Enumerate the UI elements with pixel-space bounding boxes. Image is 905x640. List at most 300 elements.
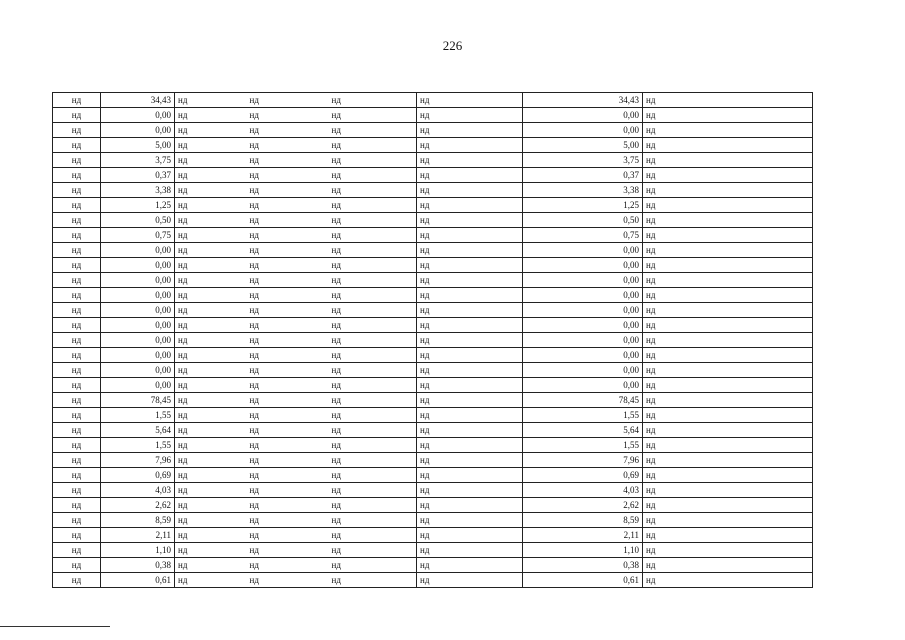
status-cell: нд bbox=[53, 318, 101, 333]
status-cell: нд bbox=[329, 273, 417, 288]
value-cell: 0,00 bbox=[101, 288, 175, 303]
status-cell: нд bbox=[643, 378, 813, 393]
value-total-cell: 2,62 bbox=[523, 498, 643, 513]
status-cell: нд bbox=[53, 363, 101, 378]
status-cell: нд bbox=[53, 513, 101, 528]
status-cell: нд bbox=[175, 288, 247, 303]
status-cell: нд bbox=[417, 558, 523, 573]
value-cell: 0,00 bbox=[101, 273, 175, 288]
status-cell: нд bbox=[175, 303, 247, 318]
status-cell: нд bbox=[247, 573, 329, 588]
status-cell: нд bbox=[329, 153, 417, 168]
status-cell: нд bbox=[329, 138, 417, 153]
value-total-cell: 3,75 bbox=[523, 153, 643, 168]
status-cell: нд bbox=[53, 138, 101, 153]
status-cell: нд bbox=[175, 348, 247, 363]
status-cell: нд bbox=[247, 513, 329, 528]
status-cell: нд bbox=[175, 423, 247, 438]
status-cell: нд bbox=[417, 123, 523, 138]
value-total-cell: 4,03 bbox=[523, 483, 643, 498]
status-cell: нд bbox=[643, 108, 813, 123]
status-cell: нд bbox=[247, 258, 329, 273]
value-total-cell: 0,00 bbox=[523, 258, 643, 273]
value-cell: 34,43 bbox=[101, 93, 175, 108]
value-cell: 4,03 bbox=[101, 483, 175, 498]
table-body bbox=[53, 93, 813, 588]
status-cell: нд bbox=[175, 543, 247, 558]
value-total-cell: 0,75 bbox=[523, 228, 643, 243]
status-cell: нд bbox=[329, 303, 417, 318]
value-total-cell: 34,43 bbox=[523, 93, 643, 108]
value-cell: 1,10 bbox=[101, 543, 175, 558]
value-cell: 0,00 bbox=[101, 378, 175, 393]
status-cell: нд bbox=[53, 543, 101, 558]
status-cell: нд bbox=[175, 138, 247, 153]
status-cell: нд bbox=[643, 453, 813, 468]
table-row bbox=[53, 498, 813, 513]
status-cell: нд bbox=[247, 348, 329, 363]
value-cell: 0,00 bbox=[101, 363, 175, 378]
status-cell: нд bbox=[329, 258, 417, 273]
status-cell: нд bbox=[417, 423, 523, 438]
status-cell: нд bbox=[329, 513, 417, 528]
status-cell: нд bbox=[247, 93, 329, 108]
table-row bbox=[53, 468, 813, 483]
status-cell: нд bbox=[643, 318, 813, 333]
status-cell: нд bbox=[643, 138, 813, 153]
status-cell: нд bbox=[247, 168, 329, 183]
status-cell: нд bbox=[643, 543, 813, 558]
status-cell: нд bbox=[417, 528, 523, 543]
status-cell: нд bbox=[417, 438, 523, 453]
table-row bbox=[53, 453, 813, 468]
status-cell: нд bbox=[175, 198, 247, 213]
status-cell: нд bbox=[417, 408, 523, 423]
status-cell: нд bbox=[417, 303, 523, 318]
status-cell: нд bbox=[329, 498, 417, 513]
status-cell: нд bbox=[643, 243, 813, 258]
status-cell: нд bbox=[417, 198, 523, 213]
status-cell: нд bbox=[329, 228, 417, 243]
value-total-cell: 0,00 bbox=[523, 333, 643, 348]
table-row bbox=[53, 108, 813, 123]
value-total-cell: 1,10 bbox=[523, 543, 643, 558]
status-cell: нд bbox=[417, 543, 523, 558]
status-cell: нд bbox=[247, 138, 329, 153]
status-cell: нд bbox=[53, 93, 101, 108]
value-cell: 1,55 bbox=[101, 438, 175, 453]
status-cell: нд bbox=[247, 228, 329, 243]
status-cell: нд bbox=[643, 483, 813, 498]
status-cell: нд bbox=[175, 333, 247, 348]
value-total-cell: 0,00 bbox=[523, 273, 643, 288]
value-cell: 0,00 bbox=[101, 123, 175, 138]
status-cell: нд bbox=[175, 453, 247, 468]
status-cell: нд bbox=[247, 483, 329, 498]
status-cell: нд bbox=[643, 528, 813, 543]
status-cell: нд bbox=[329, 213, 417, 228]
status-cell: нд bbox=[329, 243, 417, 258]
table-row bbox=[53, 378, 813, 393]
table-row bbox=[53, 213, 813, 228]
value-total-cell: 0,50 bbox=[523, 213, 643, 228]
status-cell: нд bbox=[53, 408, 101, 423]
status-cell: нд bbox=[643, 213, 813, 228]
table-row bbox=[53, 543, 813, 558]
status-cell: нд bbox=[53, 333, 101, 348]
status-cell: нд bbox=[53, 528, 101, 543]
status-cell: нд bbox=[175, 93, 247, 108]
value-total-cell: 0,00 bbox=[523, 123, 643, 138]
table-row bbox=[53, 573, 813, 588]
table-row bbox=[53, 348, 813, 363]
value-cell: 5,64 bbox=[101, 423, 175, 438]
status-cell: нд bbox=[53, 573, 101, 588]
status-cell: нд bbox=[417, 273, 523, 288]
status-cell: нд bbox=[247, 183, 329, 198]
status-cell: нд bbox=[175, 123, 247, 138]
status-cell: нд bbox=[53, 228, 101, 243]
status-cell: нд bbox=[247, 153, 329, 168]
status-cell: нд bbox=[53, 183, 101, 198]
status-cell: нд bbox=[53, 303, 101, 318]
status-cell: нд bbox=[247, 198, 329, 213]
status-cell: нд bbox=[247, 378, 329, 393]
table-row bbox=[53, 558, 813, 573]
value-cell: 3,75 bbox=[101, 153, 175, 168]
status-cell: нд bbox=[329, 348, 417, 363]
status-cell: нд bbox=[417, 213, 523, 228]
status-cell: нд bbox=[417, 453, 523, 468]
value-cell: 0,00 bbox=[101, 258, 175, 273]
status-cell: нд bbox=[175, 498, 247, 513]
status-cell: нд bbox=[417, 393, 523, 408]
status-cell: нд bbox=[53, 258, 101, 273]
status-cell: нд bbox=[329, 288, 417, 303]
table-row bbox=[53, 303, 813, 318]
status-cell: нд bbox=[175, 153, 247, 168]
table-row bbox=[53, 528, 813, 543]
status-cell: нд bbox=[53, 558, 101, 573]
status-cell: нд bbox=[53, 153, 101, 168]
status-cell: нд bbox=[417, 138, 523, 153]
status-cell: нд bbox=[417, 468, 523, 483]
status-cell: нд bbox=[329, 408, 417, 423]
value-cell: 0,00 bbox=[101, 303, 175, 318]
status-cell: нд bbox=[247, 303, 329, 318]
status-cell: нд bbox=[53, 393, 101, 408]
status-cell: нд bbox=[247, 453, 329, 468]
status-cell: нд bbox=[643, 258, 813, 273]
value-cell: 0,37 bbox=[101, 168, 175, 183]
status-cell: нд bbox=[53, 468, 101, 483]
value-total-cell: 0,69 bbox=[523, 468, 643, 483]
status-cell: нд bbox=[53, 453, 101, 468]
status-cell: нд bbox=[643, 393, 813, 408]
status-cell: нд bbox=[417, 333, 523, 348]
status-cell: нд bbox=[53, 438, 101, 453]
status-cell: нд bbox=[329, 453, 417, 468]
status-cell: нд bbox=[643, 303, 813, 318]
status-cell: нд bbox=[417, 378, 523, 393]
status-cell: нд bbox=[329, 93, 417, 108]
value-total-cell: 0,00 bbox=[523, 288, 643, 303]
status-cell: нд bbox=[53, 213, 101, 228]
table-row bbox=[53, 423, 813, 438]
status-cell: нд bbox=[247, 408, 329, 423]
status-cell: нд bbox=[175, 438, 247, 453]
status-cell: нд bbox=[643, 573, 813, 588]
status-cell: нд bbox=[643, 333, 813, 348]
status-cell: нд bbox=[643, 513, 813, 528]
status-cell: нд bbox=[247, 318, 329, 333]
value-total-cell: 1,25 bbox=[523, 198, 643, 213]
status-cell: нд bbox=[53, 108, 101, 123]
status-cell: нд bbox=[53, 423, 101, 438]
table-row bbox=[53, 258, 813, 273]
table-row bbox=[53, 138, 813, 153]
table-row bbox=[53, 168, 813, 183]
status-cell: нд bbox=[175, 513, 247, 528]
status-cell: нд bbox=[247, 438, 329, 453]
status-cell: нд bbox=[643, 228, 813, 243]
value-cell: 78,45 bbox=[101, 393, 175, 408]
status-cell: нд bbox=[417, 498, 523, 513]
value-total-cell: 1,55 bbox=[523, 438, 643, 453]
status-cell: нд bbox=[417, 228, 523, 243]
status-cell: нд bbox=[329, 333, 417, 348]
table-row bbox=[53, 363, 813, 378]
value-total-cell: 8,59 bbox=[523, 513, 643, 528]
status-cell: нд bbox=[175, 558, 247, 573]
table-row bbox=[53, 438, 813, 453]
table-row bbox=[53, 333, 813, 348]
status-cell: нд bbox=[175, 363, 247, 378]
status-cell: нд bbox=[175, 258, 247, 273]
value-total-cell: 0,61 bbox=[523, 573, 643, 588]
value-total-cell: 0,00 bbox=[523, 108, 643, 123]
status-cell: нд bbox=[643, 93, 813, 108]
value-total-cell: 1,55 bbox=[523, 408, 643, 423]
status-cell: нд bbox=[53, 378, 101, 393]
value-total-cell: 78,45 bbox=[523, 393, 643, 408]
status-cell: нд bbox=[247, 243, 329, 258]
value-cell: 0,00 bbox=[101, 318, 175, 333]
value-total-cell: 5,64 bbox=[523, 423, 643, 438]
status-cell: нд bbox=[175, 213, 247, 228]
value-total-cell: 5,00 bbox=[523, 138, 643, 153]
status-cell: нд bbox=[175, 108, 247, 123]
status-cell: нд bbox=[247, 288, 329, 303]
status-cell: нд bbox=[175, 408, 247, 423]
status-cell: нд bbox=[329, 543, 417, 558]
value-total-cell: 0,00 bbox=[523, 243, 643, 258]
value-cell: 7,96 bbox=[101, 453, 175, 468]
status-cell: нд bbox=[175, 528, 247, 543]
status-cell: нд bbox=[417, 348, 523, 363]
value-cell: 0,38 bbox=[101, 558, 175, 573]
status-cell: нд bbox=[417, 363, 523, 378]
value-cell: 0,69 bbox=[101, 468, 175, 483]
status-cell: нд bbox=[329, 108, 417, 123]
status-cell: нд bbox=[417, 168, 523, 183]
status-cell: нд bbox=[643, 468, 813, 483]
status-cell: нд bbox=[175, 318, 247, 333]
status-cell: нд bbox=[53, 123, 101, 138]
status-cell: нд bbox=[329, 438, 417, 453]
status-cell: нд bbox=[417, 93, 523, 108]
value-cell: 0,75 bbox=[101, 228, 175, 243]
status-cell: нд bbox=[247, 393, 329, 408]
status-cell: нд bbox=[175, 393, 247, 408]
status-cell: нд bbox=[417, 288, 523, 303]
status-cell: нд bbox=[247, 213, 329, 228]
table-row bbox=[53, 183, 813, 198]
status-cell: нд bbox=[329, 318, 417, 333]
status-cell: нд bbox=[247, 528, 329, 543]
status-cell: нд bbox=[643, 558, 813, 573]
status-cell: нд bbox=[175, 573, 247, 588]
value-total-cell: 0,00 bbox=[523, 348, 643, 363]
status-cell: нд bbox=[247, 468, 329, 483]
table-row bbox=[53, 513, 813, 528]
value-total-cell: 0,37 bbox=[523, 168, 643, 183]
table-row bbox=[53, 273, 813, 288]
status-cell: нд bbox=[643, 363, 813, 378]
status-cell: нд bbox=[643, 423, 813, 438]
value-cell: 3,38 bbox=[101, 183, 175, 198]
value-cell: 0,61 bbox=[101, 573, 175, 588]
status-cell: нд bbox=[643, 273, 813, 288]
status-cell: нд bbox=[643, 288, 813, 303]
page-number: 226 bbox=[442, 38, 463, 53]
status-cell: нд bbox=[417, 483, 523, 498]
status-cell: нд bbox=[247, 498, 329, 513]
value-cell: 5,00 bbox=[101, 138, 175, 153]
status-cell: нд bbox=[417, 573, 523, 588]
status-cell: нд bbox=[329, 483, 417, 498]
status-cell: нд bbox=[329, 528, 417, 543]
status-cell: нд bbox=[53, 498, 101, 513]
status-cell: нд bbox=[53, 273, 101, 288]
status-cell: нд bbox=[247, 423, 329, 438]
value-total-cell: 0,38 bbox=[523, 558, 643, 573]
status-cell: нд bbox=[175, 378, 247, 393]
status-cell: нд bbox=[247, 123, 329, 138]
status-cell: нд bbox=[175, 183, 247, 198]
status-cell: нд bbox=[417, 153, 523, 168]
status-cell: нд bbox=[247, 333, 329, 348]
value-cell: 8,59 bbox=[101, 513, 175, 528]
status-cell: нд bbox=[643, 348, 813, 363]
value-cell: 1,25 bbox=[101, 198, 175, 213]
value-total-cell: 3,38 bbox=[523, 183, 643, 198]
status-cell: нд bbox=[417, 108, 523, 123]
value-total-cell: 2,11 bbox=[523, 528, 643, 543]
status-cell: нд bbox=[643, 168, 813, 183]
status-cell: нд bbox=[53, 243, 101, 258]
table-row bbox=[53, 288, 813, 303]
status-cell: нд bbox=[175, 483, 247, 498]
status-cell: нд bbox=[175, 168, 247, 183]
table-row bbox=[53, 318, 813, 333]
status-cell: нд bbox=[329, 573, 417, 588]
value-total-cell: 0,00 bbox=[523, 318, 643, 333]
value-cell: 2,62 bbox=[101, 498, 175, 513]
status-cell: нд bbox=[175, 243, 247, 258]
status-cell: нд bbox=[643, 153, 813, 168]
value-cell: 1,55 bbox=[101, 408, 175, 423]
status-cell: нд bbox=[53, 288, 101, 303]
value-cell: 2,11 bbox=[101, 528, 175, 543]
status-cell: нд bbox=[329, 468, 417, 483]
status-cell: нд bbox=[643, 183, 813, 198]
status-cell: нд bbox=[247, 108, 329, 123]
table-row bbox=[53, 483, 813, 498]
footnote-rule bbox=[0, 626, 110, 627]
status-cell: нд bbox=[329, 183, 417, 198]
table-row bbox=[53, 228, 813, 243]
status-cell: нд bbox=[53, 168, 101, 183]
data-table bbox=[52, 92, 813, 588]
status-cell: нд bbox=[329, 168, 417, 183]
status-cell: нд bbox=[329, 558, 417, 573]
status-cell: нд bbox=[175, 468, 247, 483]
table-row bbox=[53, 153, 813, 168]
status-cell: нд bbox=[329, 378, 417, 393]
status-cell: нд bbox=[247, 273, 329, 288]
status-cell: нд bbox=[417, 258, 523, 273]
status-cell: нд bbox=[417, 243, 523, 258]
status-cell: нд bbox=[643, 498, 813, 513]
status-cell: нд bbox=[247, 558, 329, 573]
status-cell: нд bbox=[175, 228, 247, 243]
status-cell: нд bbox=[643, 408, 813, 423]
value-cell: 0,00 bbox=[101, 333, 175, 348]
value-total-cell: 0,00 bbox=[523, 303, 643, 318]
status-cell: нд bbox=[417, 513, 523, 528]
value-total-cell: 0,00 bbox=[523, 378, 643, 393]
value-total-cell: 7,96 bbox=[523, 453, 643, 468]
table-row bbox=[53, 393, 813, 408]
status-cell: нд bbox=[643, 438, 813, 453]
status-cell: нд bbox=[417, 183, 523, 198]
table-row bbox=[53, 243, 813, 258]
table-row bbox=[53, 123, 813, 138]
status-cell: нд bbox=[329, 423, 417, 438]
status-cell: нд bbox=[329, 363, 417, 378]
table-row bbox=[53, 93, 813, 108]
status-cell: нд bbox=[53, 483, 101, 498]
value-cell: 0,00 bbox=[101, 348, 175, 363]
value-cell: 0,00 bbox=[101, 243, 175, 258]
status-cell: нд bbox=[329, 123, 417, 138]
value-cell: 0,50 bbox=[101, 213, 175, 228]
value-cell: 0,00 bbox=[101, 108, 175, 123]
status-cell: нд bbox=[247, 363, 329, 378]
table-row bbox=[53, 198, 813, 213]
status-cell: нд bbox=[53, 198, 101, 213]
status-cell: нд bbox=[53, 348, 101, 363]
status-cell: нд bbox=[329, 393, 417, 408]
status-cell: нд bbox=[247, 543, 329, 558]
status-cell: нд bbox=[417, 318, 523, 333]
status-cell: нд bbox=[329, 198, 417, 213]
status-cell: нд bbox=[643, 198, 813, 213]
status-cell: нд bbox=[643, 123, 813, 138]
status-cell: нд bbox=[175, 273, 247, 288]
value-total-cell: 0,00 bbox=[523, 363, 643, 378]
